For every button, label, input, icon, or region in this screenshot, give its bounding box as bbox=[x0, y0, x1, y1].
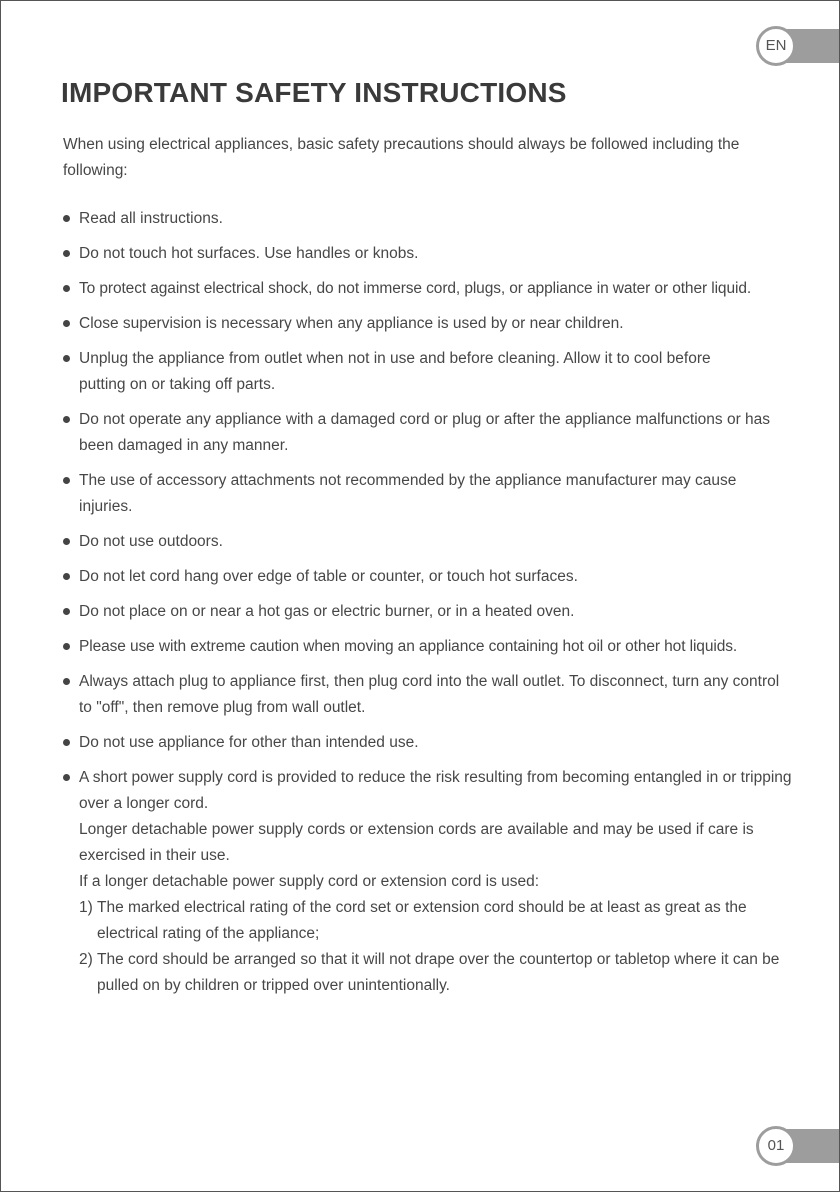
sub-item-text: The cord should be arranged so that it will not drape over the countertop or tabletop where it can be pulled on by children or tripped over unintentionally. bbox=[97, 951, 780, 994]
list-item-text: The use of accessory attachments not recommended by the appliance manufacturer may cause injuries. bbox=[79, 472, 737, 515]
list-item bbox=[63, 241, 803, 267]
list-item bbox=[63, 765, 794, 999]
sub-item-number: 2) bbox=[79, 951, 93, 968]
list-item bbox=[63, 564, 803, 590]
list-item-text: Do not place on or near a hot gas or electric burner, or in a heated oven. bbox=[79, 603, 575, 620]
bullet-icon bbox=[63, 774, 70, 781]
list-item bbox=[63, 206, 803, 232]
list-item bbox=[63, 468, 779, 520]
bullet-icon bbox=[63, 538, 70, 545]
safety-list bbox=[63, 206, 803, 1008]
page-number: 01 bbox=[756, 1126, 796, 1166]
bullet-icon bbox=[63, 608, 70, 615]
sub-item-text: The marked electrical rating of the cord set or extension cord should be at least as great as the electrical rating of the appliance; bbox=[97, 899, 747, 942]
language-badge: EN bbox=[756, 26, 796, 66]
bullet-icon bbox=[63, 643, 70, 650]
list-item-text: Do not touch hot surfaces. Use handles or knobs. bbox=[79, 245, 419, 262]
cord-paragraph-2: Longer detachable power supply cords or extension cords are available and may be used if care is exercised in their use. bbox=[79, 821, 754, 864]
sub-item-number: 1) bbox=[79, 899, 93, 916]
list-item bbox=[63, 599, 803, 625]
list-item-text: To protect against electrical shock, do not immerse cord, plugs, or appliance in water or other liquid. bbox=[79, 280, 752, 297]
list-item bbox=[63, 529, 803, 555]
bullet-icon bbox=[63, 416, 70, 423]
list-item-text: Read all instructions. bbox=[79, 210, 223, 227]
list-item-text: Close supervision is necessary when any appliance is used by or near children. bbox=[79, 315, 624, 332]
list-item bbox=[63, 634, 803, 660]
list-item-text: Do not operate any appliance with a damaged cord or plug or after the appliance malfunctions or has been damaged in any manner. bbox=[79, 411, 771, 454]
bullet-icon bbox=[63, 355, 70, 362]
bullet-icon bbox=[63, 573, 70, 580]
list-item bbox=[63, 311, 803, 337]
list-item-text: Do not use appliance for other than intended use. bbox=[79, 734, 419, 751]
bullet-icon bbox=[63, 320, 70, 327]
page-title: IMPORTANT SAFETY INSTRUCTIONS bbox=[61, 77, 567, 108]
bullet-icon bbox=[63, 215, 70, 222]
bullet-icon bbox=[63, 678, 70, 685]
list-item-text: Do not let cord hang over edge of table or counter, or touch hot surfaces. bbox=[79, 568, 578, 585]
cord-paragraph-3: If a longer detachable power supply cord or extension cord is used: bbox=[79, 873, 540, 890]
cord-paragraph-1: A short power supply cord is provided to reduce the risk resulting from becoming entangled in or tripping over a longer cord. bbox=[79, 769, 792, 812]
list-item bbox=[63, 669, 784, 721]
list-item-text: Do not use outdoors. bbox=[79, 533, 223, 550]
sub-item bbox=[79, 947, 794, 999]
bullet-icon bbox=[63, 477, 70, 484]
bullet-icon bbox=[63, 739, 70, 746]
bullet-icon bbox=[63, 250, 70, 257]
sub-item bbox=[79, 895, 794, 947]
list-item bbox=[63, 407, 797, 459]
list-item-text: Always attach plug to appliance first, then plug cord into the wall outlet. To disconnect, turn any control to "off", then remove plug from wall outlet. bbox=[79, 673, 780, 716]
bullet-icon bbox=[63, 285, 70, 292]
list-item-text: Unplug the appliance from outlet when not in use and before cleaning. Allow it to cool before putting on or taking off parts. bbox=[79, 350, 711, 393]
list-item bbox=[63, 346, 759, 398]
intro-paragraph: When using electrical appliances, basic safety precautions should always be followed including the following: bbox=[63, 136, 740, 179]
list-item bbox=[63, 276, 803, 302]
list-item bbox=[63, 730, 803, 756]
list-item-text: Please use with extreme caution when moving an appliance containing hot oil or other hot liquids. bbox=[79, 638, 738, 655]
